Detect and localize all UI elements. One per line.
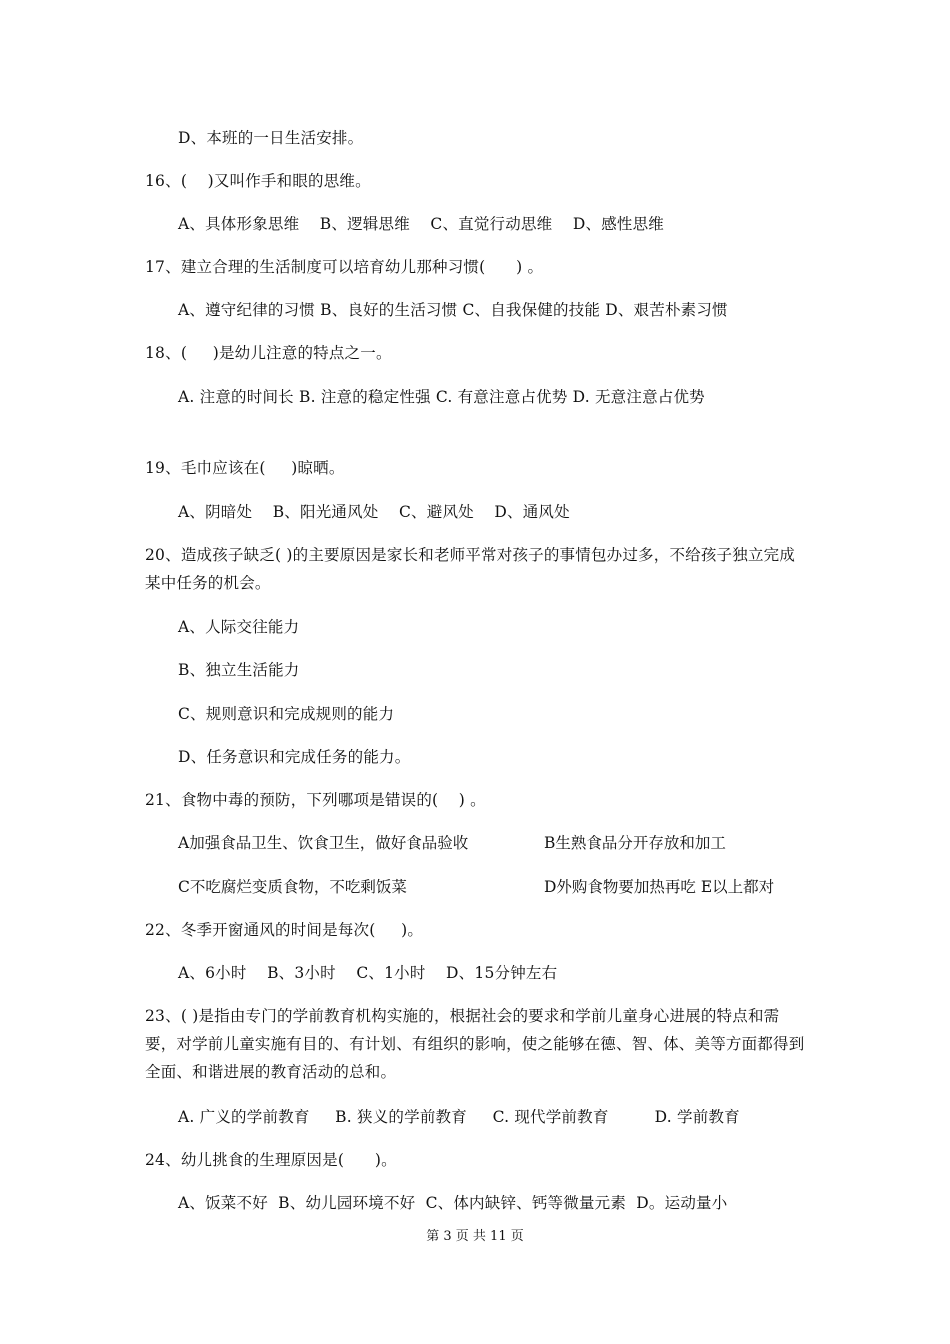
- question-19-options: A、阴暗处 B、阳光通风处 C、避风处 D、通风处: [178, 503, 570, 521]
- question-19: 19、毛巾应该在( )晾晒。: [145, 459, 345, 477]
- question-22: 22、冬季开窗通风的时间是每次( )。: [145, 921, 424, 939]
- question-17: 17、建立合理的生活制度可以培育幼儿那种习惯( ) 。: [145, 258, 544, 276]
- question-16: 16、( )又叫作手和眼的思维。: [145, 172, 371, 190]
- question-18: 18、( )是幼儿注意的特点之一。: [145, 344, 392, 362]
- question-21-option-c: C不吃腐烂变质食物，不吃剩饭菜: [178, 878, 407, 896]
- question-23-options: A. 广义的学前教育 B. 狭义的学前教育 C. 现代学前教育 D. 学前教育: [178, 1108, 740, 1126]
- question-20: 20、造成孩子缺乏( )的主要原因是家长和老师平常对孩子的事情包办过多，不给孩子独立完成某中任务的机会。: [145, 546, 796, 592]
- question-20-option-c: C、规则意识和完成规则的能力: [178, 705, 395, 723]
- question-16-options: A、具体形象思维 B、逻辑思维 C、直觉行动思维 D、感性思维: [178, 215, 664, 233]
- question-24-options: A、饭菜不好 B、幼儿园环境不好 C、体内缺锌、钙等微量元素 D。运动量小: [178, 1194, 728, 1212]
- question-21: 21、食物中毒的预防，下列哪项是错误的( ) 。: [145, 791, 486, 809]
- question-21-option-a: A加强食品卫生、饮食卫生，做好食品验收: [178, 834, 469, 852]
- q15-option-d: D、本班的一日生活安排。: [178, 129, 364, 147]
- question-20-option-d: D、任务意识和完成任务的能力。: [178, 748, 411, 766]
- question-20-option-b: B、独立生活能力: [178, 661, 300, 679]
- question-22-options: A、6小时 B、3小时 C、1小时 D、15分钟左右: [178, 964, 558, 982]
- page-footer: 第 3 页 共 11 页: [426, 1229, 524, 1244]
- question-17-options: A、遵守纪律的习惯 B、良好的生活习惯 C、自我保健的技能 D、艰苦朴素习惯: [178, 301, 728, 319]
- question-21-option-d: D外购食物要加热再吃 E以上都对: [544, 878, 775, 896]
- question-18-options: A. 注意的时间长 B. 注意的稳定性强 C. 有意注意占优势 D. 无意注意占优势: [178, 388, 705, 406]
- question-24: 24、幼儿挑食的生理原因是( )。: [145, 1151, 397, 1169]
- question-23: 23、( )是指由专门的学前教育机构实施的，根据社会的要求和学前儿童身心进展的特点和需要，对学前儿童实施有目的、有计划、有组织的影响，使之能够在德、智、体、美等方面都得到全面、和谐进展的教育活动的总和。: [145, 1007, 805, 1081]
- question-21-option-b: B生熟食品分开存放和加工: [544, 834, 726, 852]
- question-20-option-a: A、人际交往能力: [178, 618, 300, 636]
